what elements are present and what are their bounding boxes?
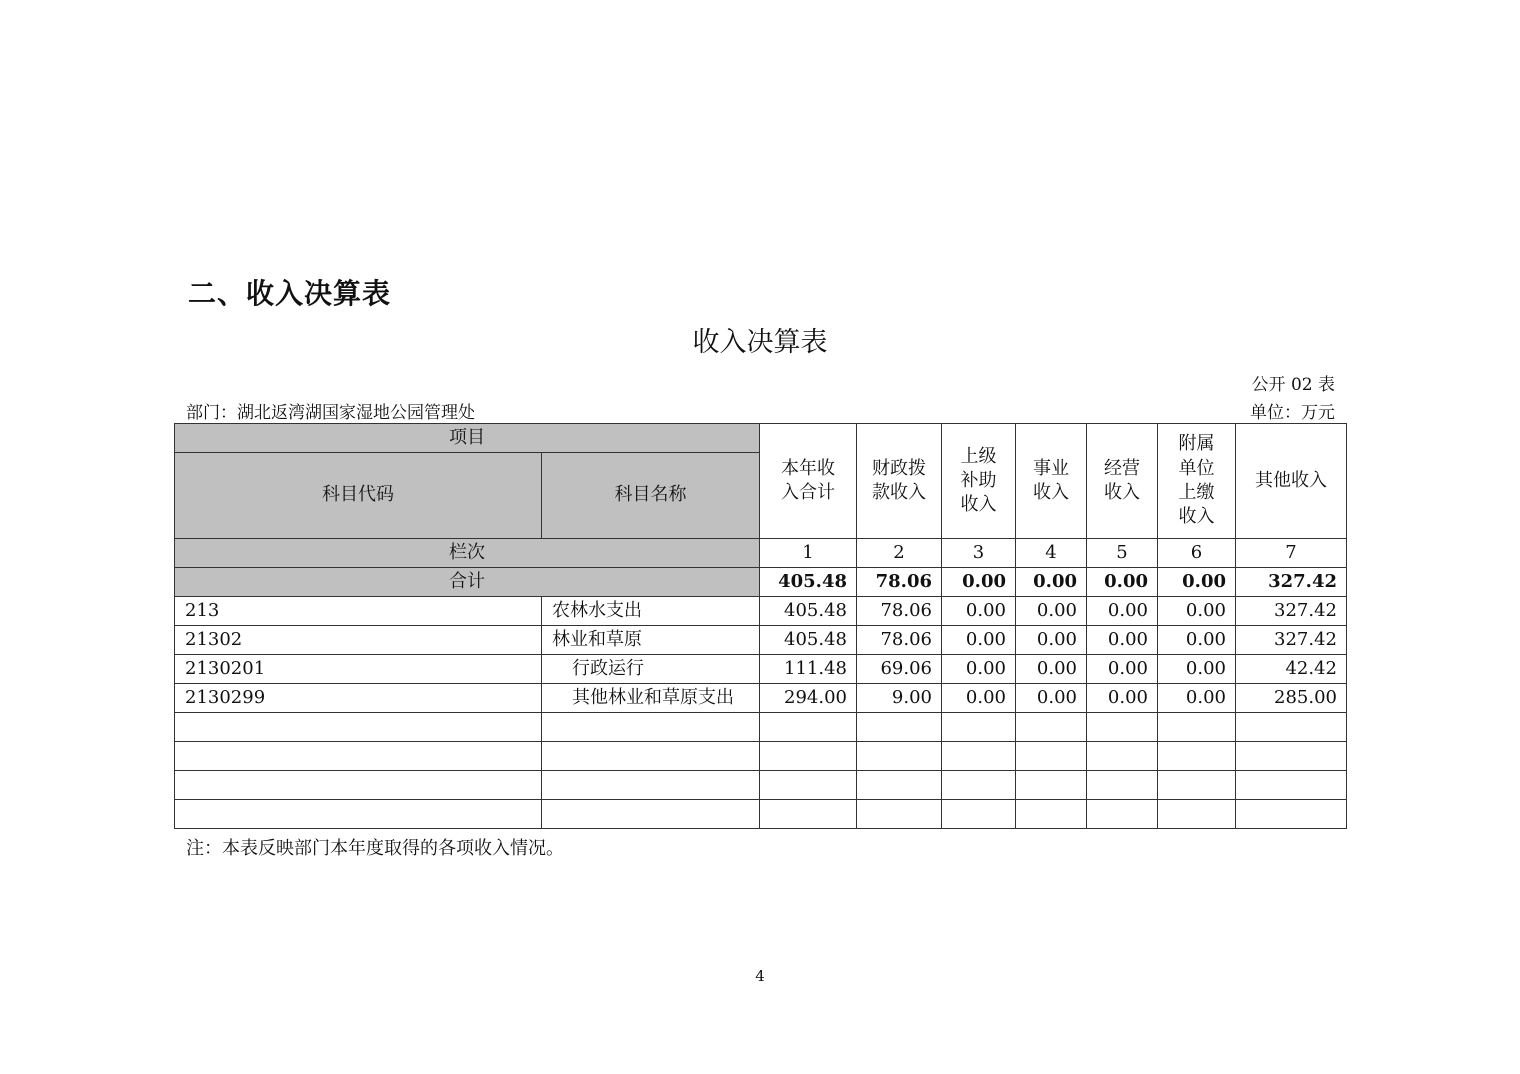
table-row [175,655,1347,684]
row-value: 0.00 [1158,655,1236,684]
row-name: 林业和草原 [542,626,760,655]
row-code: 213 [175,597,542,626]
column-index: 5 [1087,539,1158,568]
row-value: 0.00 [1016,626,1087,655]
row-value: 405.48 [760,626,857,655]
total-value: 0.00 [1016,568,1087,597]
column-index: 2 [857,539,942,568]
row-code: 2130299 [175,684,542,713]
row-value: 327.42 [1236,626,1347,655]
table-title: 收入决算表 [692,327,828,358]
row-value: 0.00 [1016,684,1087,713]
row-code: 21302 [175,626,542,655]
row-value: 78.06 [857,626,942,655]
total-label: 合计 [175,568,760,597]
row-value: 0.00 [942,684,1016,713]
header-col-total: 本年收 入合计 [760,424,857,539]
row-value: 0.00 [942,626,1016,655]
row-name: 其他林业和草原支出 [542,684,760,713]
column-index: 4 [1016,539,1087,568]
header-code: 科目代码 [175,453,542,539]
total-row [175,568,1347,597]
page-number: 4 [755,967,765,985]
row-value: 0.00 [1016,597,1087,626]
column-index: 3 [942,539,1016,568]
header-col-affiliated: 附属 单位 上缴 收入 [1158,424,1236,539]
row-value: 42.42 [1236,655,1347,684]
empty-row [175,742,1347,771]
row-value: 0.00 [1016,655,1087,684]
row-name: 行政运行 [542,655,760,684]
row-value: 0.00 [942,655,1016,684]
row-value: 9.00 [857,684,942,713]
row-value: 0.00 [1087,655,1158,684]
income-table [174,423,1347,829]
empty-row [175,800,1347,829]
header-item: 项目 [175,424,760,453]
total-value: 0.00 [1087,568,1158,597]
table-row [175,597,1347,626]
empty-row [175,713,1347,742]
row-value: 78.06 [857,597,942,626]
section-title: 二、收入决算表 [188,277,392,310]
row-value: 0.00 [1158,626,1236,655]
column-index-label: 栏次 [175,539,760,568]
row-value: 0.00 [1158,684,1236,713]
row-value: 0.00 [1158,597,1236,626]
table-note: 注：本表反映部门本年度取得的各项收入情况。 [186,838,564,859]
row-value: 0.00 [1087,684,1158,713]
row-name: 农林水支出 [542,597,760,626]
total-value: 327.42 [1236,568,1347,597]
total-value: 405.48 [760,568,857,597]
header-col-fiscal: 财政拨 款收入 [857,424,942,539]
row-value: 405.48 [760,597,857,626]
table-row [175,684,1347,713]
row-value: 294.00 [760,684,857,713]
column-index: 1 [760,539,857,568]
header-col-operating: 经营 收入 [1087,424,1158,539]
header-name: 科目名称 [542,453,760,539]
empty-row [175,771,1347,800]
row-code: 2130201 [175,655,542,684]
total-value: 78.06 [857,568,942,597]
header-col-subsidy: 上级 补助 收入 [942,424,1016,539]
header-col-business: 事业 收入 [1016,424,1087,539]
column-index: 6 [1158,539,1236,568]
row-value: 0.00 [1087,626,1158,655]
table-row [175,626,1347,655]
column-index: 7 [1236,539,1347,568]
row-value: 111.48 [760,655,857,684]
header-col-other: 其他收入 [1236,424,1347,539]
row-value: 285.00 [1236,684,1347,713]
row-value: 69.06 [857,655,942,684]
unit-label: 单位：万元 [1250,403,1335,423]
row-value: 327.42 [1236,597,1347,626]
total-value: 0.00 [942,568,1016,597]
row-value: 0.00 [942,597,1016,626]
row-value: 0.00 [1087,597,1158,626]
total-value: 0.00 [1158,568,1236,597]
department-label: 部门：湖北返湾湖国家湿地公园管理处 [186,403,475,423]
form-number: 公开 02 表 [1251,375,1335,395]
